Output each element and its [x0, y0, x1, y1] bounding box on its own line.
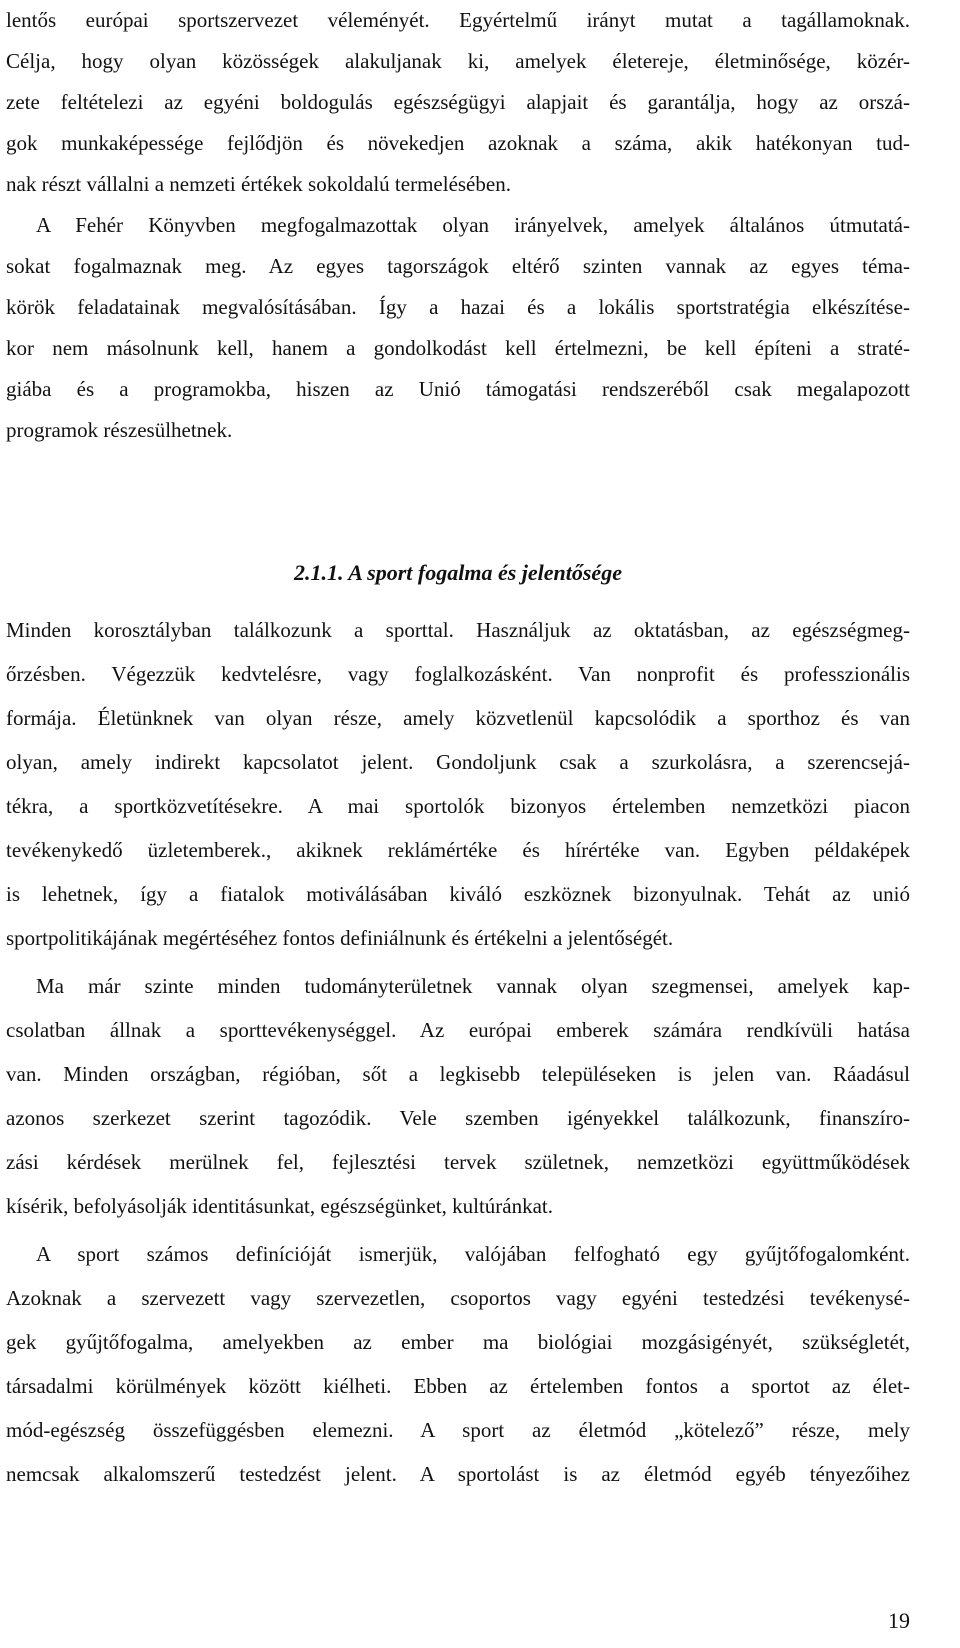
paragraph-3-line: formája. Életünknek van olyan része, amely közvetlenül kapcsolódik a sporthoz és van [6, 706, 910, 730]
paragraph-1-line: Célja, hogy olyan közösségek alakuljanak ki, amelyek életereje, életminősége, közér- [6, 49, 910, 73]
paragraph-3-line: olyan, amely indirekt kapcsolatot jelent. Gondoljunk csak a szurkolásra, a szerencsejá- [6, 750, 910, 774]
paragraph-4-line: csolatban állnak a sporttevékenységgel. Az európai emberek számára rendkívüli hatása [6, 1018, 910, 1042]
paragraph-5-line: mód-egészség összefüggésben elemezni. A sport az életmód „kötelező” része, mely [6, 1418, 910, 1442]
paragraph-5-line: A sport számos definícióját ismerjük, valójában felfogható egy gyűjtőfogalomként. [36, 1242, 910, 1266]
section-heading: 2.1.1. A sport fogalma és jelentősége [294, 560, 622, 585]
paragraph-4-line: azonos szerkezet szerint tagozódik. Vele szemben igényekkel találkozunk, finanszíro- [6, 1106, 910, 1130]
paragraph-3-line: is lehetnek, így a fiatalok motiválásában kiváló eszköznek bizonyulnak. Tehát az unió [6, 882, 910, 906]
paragraph-3-line: tevékenykedő üzletemberek., akiknek reklámértéke és hírértéke van. Egyben példaképek [6, 838, 910, 862]
paragraph-4-line: kísérik, befolyásolják identitásunkat, egészségünket, kultúránkat. [6, 1194, 554, 1218]
paragraph-5-line: társadalmi körülmények között kiélheti. Ebben az értelemben fontos a sportot az élet- [6, 1374, 910, 1398]
paragraph-3-line: őrzésben. Végezzük kedvtelésre, vagy foglalkozásként. Van nonprofit és professzionális [6, 662, 910, 686]
paragraph-4-line: zási kérdések merülnek fel, fejlesztési tervek születnek, nemzetközi együttműködések [6, 1150, 910, 1174]
paragraph-1-line: lentős európai sportszervezet véleményét. Egyértelmű irányt mutat a tagállamoknak. [6, 8, 910, 32]
paragraph-5-line: Azoknak a szervezett vagy szervezetlen, csoportos vagy egyéni testedzési tevékenysé- [6, 1286, 910, 1310]
paragraph-5-line: gek gyűjtőfogalma, amelyekben az ember ma biológiai mozgásigényét, szükségletét, [6, 1330, 910, 1354]
paragraph-5-line: nemcsak alkalomszerű testedzést jelent. A sportolást is az életmód egyéb tényezőihez [6, 1462, 910, 1486]
paragraph-2-line: A Fehér Könyvben megfogalmazottak olyan irányelvek, amelyek általános útmutatá- [36, 213, 910, 237]
paragraph-3-line: tékra, a sportközvetítésekre. A mai sportolók bizonyos értelemben nemzetközi piacon [6, 794, 910, 818]
paragraph-4-line: Ma már szinte minden tudományterületnek vannak olyan szegmensei, amelyek kap- [36, 974, 910, 998]
paragraph-1-line: nak részt vállalni a nemzeti értékek sokoldalú termelésében. [6, 172, 511, 196]
page-number: 19 [888, 1608, 910, 1633]
paragraph-1-line: zete feltételezi az egyéni boldogulás egészségügyi alapjait és garantálja, hogy az orszá- [6, 90, 910, 114]
paragraph-2-line: körök feladatainak megvalósításában. Így a hazai és a lokális sportstratégia elkészítése- [6, 295, 910, 319]
paragraph-4-line: van. Minden országban, régióban, sőt a legkisebb településeken is jelen van. Ráadásul [6, 1062, 910, 1086]
paragraph-3-line: Minden korosztályban találkozunk a sporttal. Használjuk az oktatásban, az egészségmeg- [6, 618, 910, 642]
paragraph-2-line: sokat fogalmaznak meg. Az egyes tagországok eltérő szinten vannak az egyes téma- [6, 254, 910, 278]
paragraph-2-line: kor nem másolnunk kell, hanem a gondolkodást kell értelmezni, be kell építeni a straté- [6, 336, 910, 360]
paragraph-3-line: sportpolitikájának megértéséhez fontos definiálnunk és értékelni a jelentőségét. [6, 926, 674, 950]
paragraph-1-line: gok munkaképessége fejlődjön és növekedjen azoknak a száma, akik hatékonyan tud- [6, 131, 910, 155]
paragraph-2-line: giába és a programokba, hiszen az Unió támogatási rendszeréből csak megalapozott [6, 377, 910, 401]
paragraph-2-line: programok részesülhetnek. [6, 418, 233, 442]
